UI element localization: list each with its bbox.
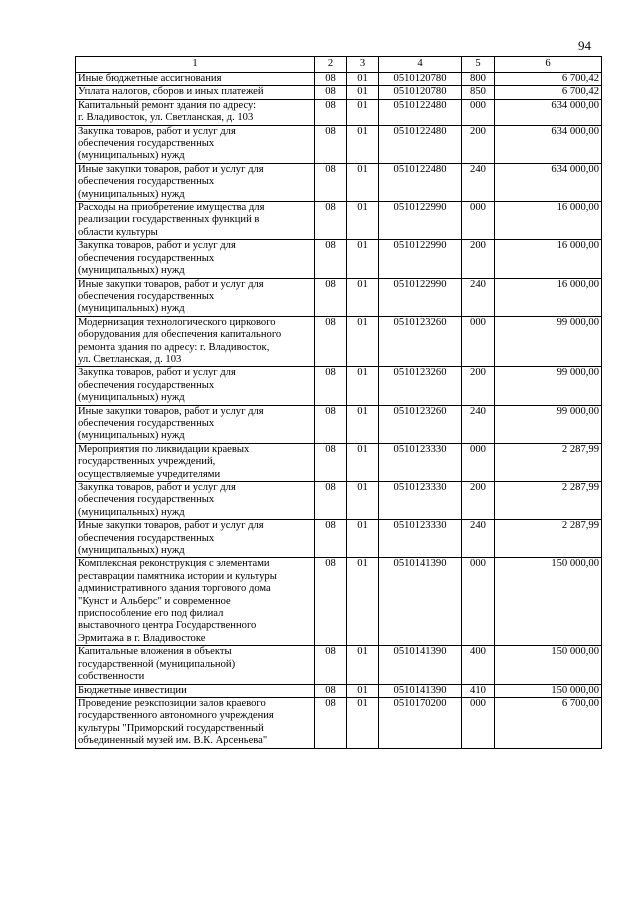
row-target-article-cell: 0510122990: [379, 202, 462, 240]
row-target-article-cell: 0510120780: [379, 86, 462, 99]
row-section-cell: 08: [315, 278, 347, 316]
row-subsection-cell: 01: [347, 125, 379, 163]
row-target-article-cell: 0510170200: [379, 697, 462, 748]
row-subsection-cell: 01: [347, 202, 379, 240]
header-cell-name: 1: [76, 57, 315, 73]
row-name-cell: Иные закупки товаров, работ и услуг для обеспечения государственных (муниципальных) нужд: [76, 520, 315, 558]
row-section-cell: 08: [315, 697, 347, 748]
row-expense-type-cell: 410: [462, 684, 495, 697]
row-name-cell: Капитальный ремонт здания по адресу: г. Владивосток, ул. Светланская, д. 103: [76, 99, 315, 125]
row-subsection-cell: 01: [347, 240, 379, 278]
row-target-article-cell: 0510141390: [379, 646, 462, 684]
row-subsection-cell: 01: [347, 697, 379, 748]
row-target-article-cell: 0510123260: [379, 405, 462, 443]
row-target-article-cell: 0510123330: [379, 443, 462, 481]
row-section-cell: 08: [315, 482, 347, 520]
row-amount-cell: 150 000,00: [495, 684, 602, 697]
page-number: 94: [578, 38, 591, 53]
row-amount-cell: 2 287,99: [495, 482, 602, 520]
table-row: [76, 202, 602, 240]
row-section-cell: 08: [315, 86, 347, 99]
row-name-cell: Закупка товаров, работ и услуг для обеспечения государственных (муниципальных) нужд: [76, 125, 315, 163]
row-subsection-cell: 01: [347, 558, 379, 646]
row-target-article-cell: 0510123260: [379, 367, 462, 405]
table-row: [76, 278, 602, 316]
row-name-cell: Иные закупки товаров, работ и услуг для обеспечения государственных (муниципальных) нужд: [76, 278, 315, 316]
row-amount-cell: 634 000,00: [495, 125, 602, 163]
table-row: [76, 646, 602, 684]
row-name-cell: Капитальные вложения в объекты государственной (муниципальной) собственности: [76, 646, 315, 684]
table-row: [76, 86, 602, 99]
row-section-cell: 08: [315, 558, 347, 646]
header-cell-section: 2: [315, 57, 347, 73]
row-expense-type-cell: 200: [462, 482, 495, 520]
table-row: [76, 367, 602, 405]
table-row: [76, 125, 602, 163]
row-section-cell: 08: [315, 73, 347, 86]
row-expense-type-cell: 000: [462, 99, 495, 125]
row-expense-type-cell: 200: [462, 125, 495, 163]
row-expense-type-cell: 240: [462, 278, 495, 316]
row-section-cell: 08: [315, 202, 347, 240]
table-row: [76, 240, 602, 278]
row-expense-type-cell: 200: [462, 367, 495, 405]
row-subsection-cell: 01: [347, 278, 379, 316]
table-row: [76, 520, 602, 558]
row-name-cell: Расходы на приобретение имущества для реализации государственных функций в области культуры: [76, 202, 315, 240]
row-section-cell: 08: [315, 443, 347, 481]
row-expense-type-cell: 850: [462, 86, 495, 99]
row-expense-type-cell: 000: [462, 697, 495, 748]
row-target-article-cell: 0510123330: [379, 520, 462, 558]
row-name-cell: Бюджетные инвестиции: [76, 684, 315, 697]
row-amount-cell: 99 000,00: [495, 367, 602, 405]
row-name-cell: Закупка товаров, работ и услуг для обеспечения государственных (муниципальных) нужд: [76, 482, 315, 520]
row-amount-cell: 2 287,99: [495, 520, 602, 558]
row-section-cell: 08: [315, 405, 347, 443]
row-amount-cell: 99 000,00: [495, 405, 602, 443]
row-subsection-cell: 01: [347, 443, 379, 481]
row-subsection-cell: 01: [347, 646, 379, 684]
row-target-article-cell: 0510123330: [379, 482, 462, 520]
row-target-article-cell: 0510122480: [379, 163, 462, 201]
row-section-cell: 08: [315, 163, 347, 201]
table-row: [76, 684, 602, 697]
table-header-row: [76, 57, 602, 73]
row-name-cell: Проведение реэкспозиции залов краевого государственного автономного учреждения культуры "Приморский государственный объединенный музей им. В.К. Арсеньева": [76, 697, 315, 748]
row-section-cell: 08: [315, 684, 347, 697]
row-target-article-cell: 0510122990: [379, 240, 462, 278]
row-amount-cell: 16 000,00: [495, 240, 602, 278]
row-section-cell: 08: [315, 520, 347, 558]
row-target-article-cell: 0510122990: [379, 278, 462, 316]
row-section-cell: 08: [315, 316, 347, 367]
row-section-cell: 08: [315, 125, 347, 163]
row-section-cell: 08: [315, 646, 347, 684]
row-subsection-cell: 01: [347, 405, 379, 443]
row-expense-type-cell: 240: [462, 405, 495, 443]
row-section-cell: 08: [315, 99, 347, 125]
row-subsection-cell: 01: [347, 367, 379, 405]
row-target-article-cell: 0510141390: [379, 684, 462, 697]
row-name-cell: Закупка товаров, работ и услуг для обеспечения государственных (муниципальных) нужд: [76, 367, 315, 405]
row-target-article-cell: 0510120780: [379, 73, 462, 86]
row-amount-cell: 634 000,00: [495, 163, 602, 201]
table-row: [76, 316, 602, 367]
row-amount-cell: 634 000,00: [495, 99, 602, 125]
row-amount-cell: 150 000,00: [495, 558, 602, 646]
row-amount-cell: 6 700,42: [495, 86, 602, 99]
row-subsection-cell: 01: [347, 99, 379, 125]
row-amount-cell: 16 000,00: [495, 202, 602, 240]
row-amount-cell: 2 287,99: [495, 443, 602, 481]
row-expense-type-cell: 000: [462, 202, 495, 240]
table-row: [76, 482, 602, 520]
row-amount-cell: 6 700,00: [495, 697, 602, 748]
table-row: [76, 443, 602, 481]
header-cell-expense-type: 5: [462, 57, 495, 73]
header-cell-target-article: 4: [379, 57, 462, 73]
row-expense-type-cell: 000: [462, 316, 495, 367]
row-expense-type-cell: 000: [462, 558, 495, 646]
budget-table: [75, 56, 602, 749]
row-subsection-cell: 01: [347, 482, 379, 520]
table-row: [76, 697, 602, 748]
row-subsection-cell: 01: [347, 73, 379, 86]
row-amount-cell: 150 000,00: [495, 646, 602, 684]
row-name-cell: Иные бюджетные ассигнования: [76, 73, 315, 86]
table-row: [76, 558, 602, 646]
row-name-cell: Иные закупки товаров, работ и услуг для обеспечения государственных (муниципальных) нужд: [76, 163, 315, 201]
table-row: [76, 405, 602, 443]
row-expense-type-cell: 200: [462, 240, 495, 278]
row-subsection-cell: 01: [347, 163, 379, 201]
row-expense-type-cell: 240: [462, 520, 495, 558]
table-row: [76, 163, 602, 201]
row-expense-type-cell: 800: [462, 73, 495, 86]
row-expense-type-cell: 400: [462, 646, 495, 684]
row-target-article-cell: 0510122480: [379, 125, 462, 163]
row-subsection-cell: 01: [347, 684, 379, 697]
table-row: [76, 99, 602, 125]
row-section-cell: 08: [315, 367, 347, 405]
table-row: [76, 73, 602, 86]
row-section-cell: 08: [315, 240, 347, 278]
row-name-cell: Модернизация технологического циркового оборудования для обеспечения капитального ремонта здания по адресу: г. Владивосток, ул. Светланская, д. 103: [76, 316, 315, 367]
row-amount-cell: 99 000,00: [495, 316, 602, 367]
row-name-cell: Закупка товаров, работ и услуг для обеспечения государственных (муниципальных) нужд: [76, 240, 315, 278]
header-cell-subsection: 3: [347, 57, 379, 73]
row-name-cell: Мероприятия по ликвидации краевых государственных учреждений, осуществляемые учредителями: [76, 443, 315, 481]
row-amount-cell: 6 700,42: [495, 73, 602, 86]
header-cell-amount: 6: [495, 57, 602, 73]
row-amount-cell: 16 000,00: [495, 278, 602, 316]
row-name-cell: Иные закупки товаров, работ и услуг для обеспечения государственных (муниципальных) нужд: [76, 405, 315, 443]
row-name-cell: Комплексная реконструкция с элементами реставрации памятника истории и культуры административного здания торгового дома "Кунст и Альберс" и современное приспособление его под филиал выставочного центра Государственного Эрмитажа в г. Владивостоке: [76, 558, 315, 646]
row-name-cell: Уплата налогов, сборов и иных платежей: [76, 86, 315, 99]
row-target-article-cell: 0510123260: [379, 316, 462, 367]
row-subsection-cell: 01: [347, 316, 379, 367]
row-expense-type-cell: 240: [462, 163, 495, 201]
row-expense-type-cell: 000: [462, 443, 495, 481]
row-subsection-cell: 01: [347, 520, 379, 558]
row-target-article-cell: 0510122480: [379, 99, 462, 125]
row-target-article-cell: 0510141390: [379, 558, 462, 646]
row-subsection-cell: 01: [347, 86, 379, 99]
